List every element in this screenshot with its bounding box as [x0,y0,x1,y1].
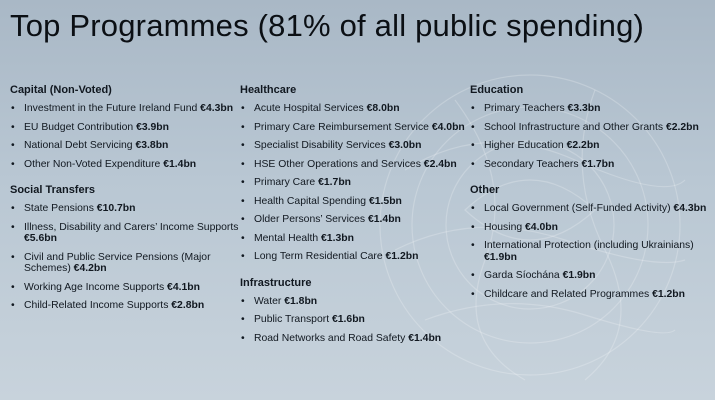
list-item [10,300,242,312]
item-amount: €1.7bn [318,177,352,188]
item-list [10,203,242,312]
item-label: Working Age Income Supports [24,281,165,293]
item-amount: €1.3bn [321,232,354,244]
item-label: Public Transport [254,314,330,325]
page-title: Top Programmes (81% of all public spending) [10,8,645,43]
item-amount: €4.3bn [200,103,234,114]
item-amount: €1.7bn [581,158,615,170]
item-label: Mental Health [254,232,319,244]
list-item [470,222,708,234]
item-amount: €1.9bn [562,270,596,281]
list-item [10,252,242,275]
list-item [470,159,708,171]
item-amount: €4.0bn [431,121,465,133]
item-amount: €3.3bn [567,103,601,114]
list-item [470,140,708,152]
list-item [470,122,708,134]
item-label: International Protection (including Ukrainians) [484,240,694,251]
list-item [10,140,242,152]
section-healthcare [240,84,468,263]
item-amount: €1.4bn [367,214,401,225]
item-list [470,103,708,170]
item-label: Childcare and Related Programmes [484,288,650,300]
item-amount: €1.4bn [408,332,442,344]
item-label: Health Capital Spending [254,195,367,207]
list-item [470,289,708,301]
list-item [240,103,468,115]
item-amount: €1.2bn [385,251,419,262]
item-label: Illness, Disability and Carers’ Income Supports [24,221,239,233]
item-label: Primary Care [254,177,316,188]
list-item [240,122,468,134]
item-amount: €4.1bn [167,281,200,293]
section-heading: Social Transfers [10,184,95,196]
item-label: Higher Education [484,140,564,151]
list-item [10,122,242,134]
column-3 [470,84,708,314]
section-education [470,84,708,170]
list-item [470,103,708,115]
item-amount: €10.7bn [96,203,136,214]
item-amount: €8.0bn [366,103,400,114]
item-amount: €2.2bn [665,121,699,133]
item-amount: €4.3bn [673,203,707,214]
list-item [240,333,468,345]
list-item [240,314,468,326]
section-heading: Education [470,84,524,96]
item-label: Specialist Disability Services [254,140,386,151]
item-label: Investment in the Future Ireland Fund [24,103,198,114]
item-amount: €2.4bn [423,158,457,170]
item-label: Garda Síochána [484,270,560,281]
list-item [470,270,708,282]
item-list [240,296,468,345]
list-item [470,203,708,215]
list-item [10,203,242,215]
item-amount: €3.8bn [135,140,169,151]
item-label: Road Networks and Road Safety [254,332,406,344]
list-item [10,222,242,245]
item-label: State Pensions [24,203,94,214]
column-1 [10,84,242,326]
list-item [240,177,468,189]
item-amount: €1.4bn [163,158,197,170]
list-item [240,296,468,308]
item-label: Housing [484,221,523,233]
item-label: Local Government (Self-Funded Activity) [484,203,671,214]
item-amount: €5.6bn [24,233,57,244]
item-list [470,203,708,300]
item-label: Primary Teachers [484,103,565,114]
list-item [240,214,468,226]
item-amount: €4.0bn [525,221,558,233]
list-item [10,282,242,294]
item-amount: €2.2bn [566,140,600,151]
item-amount: €1.2bn [652,288,685,300]
item-label: Acute Hospital Services [254,103,364,114]
item-amount: €1.5bn [368,195,402,207]
item-label: National Debt Servicing [24,140,133,151]
item-amount: €3.0bn [388,140,422,151]
list-item [240,251,468,263]
column-2 [240,84,468,358]
item-label: School Infrastructure and Other Grants [484,121,664,133]
list-item [240,233,468,245]
item-amount: €1.9bn [484,251,517,263]
item-label: Secondary Teachers [484,158,579,170]
item-label: Long Term Residential Care [254,251,383,262]
list-item [240,196,468,208]
section-social-transfers [10,184,242,312]
item-label: EU Budget Contribution [24,121,134,133]
list-item [240,140,468,152]
list-item [240,159,468,171]
item-label: Other Non-Voted Expenditure [24,158,161,170]
section-heading: Capital (Non-Voted) [10,84,112,96]
section-other [470,184,708,300]
item-label: Primary Care Reimbursement Service [254,121,429,133]
item-list [240,103,468,263]
section-heading: Other [470,184,500,196]
item-label: Child-Related Income Supports [24,300,169,311]
list-item [470,240,708,263]
item-amount: €4.2bn [73,263,107,274]
item-label: HSE Other Operations and Services [254,158,421,170]
list-item [10,103,242,115]
section-capital [10,84,242,170]
item-list [10,103,242,170]
item-label: Water [254,295,282,307]
item-label: Civil and Public Service Pensions (Major Schemes) [24,251,211,274]
item-label: Older Persons’ Services [254,214,366,225]
item-amount: €1.6bn [331,314,365,325]
list-item [10,159,242,171]
section-infrastructure [240,277,468,345]
item-amount: €3.9bn [136,121,169,133]
section-heading: Infrastructure [240,276,312,289]
item-amount: €1.8bn [284,295,318,307]
item-amount: €2.8bn [171,300,205,311]
section-heading: Healthcare [240,84,297,96]
